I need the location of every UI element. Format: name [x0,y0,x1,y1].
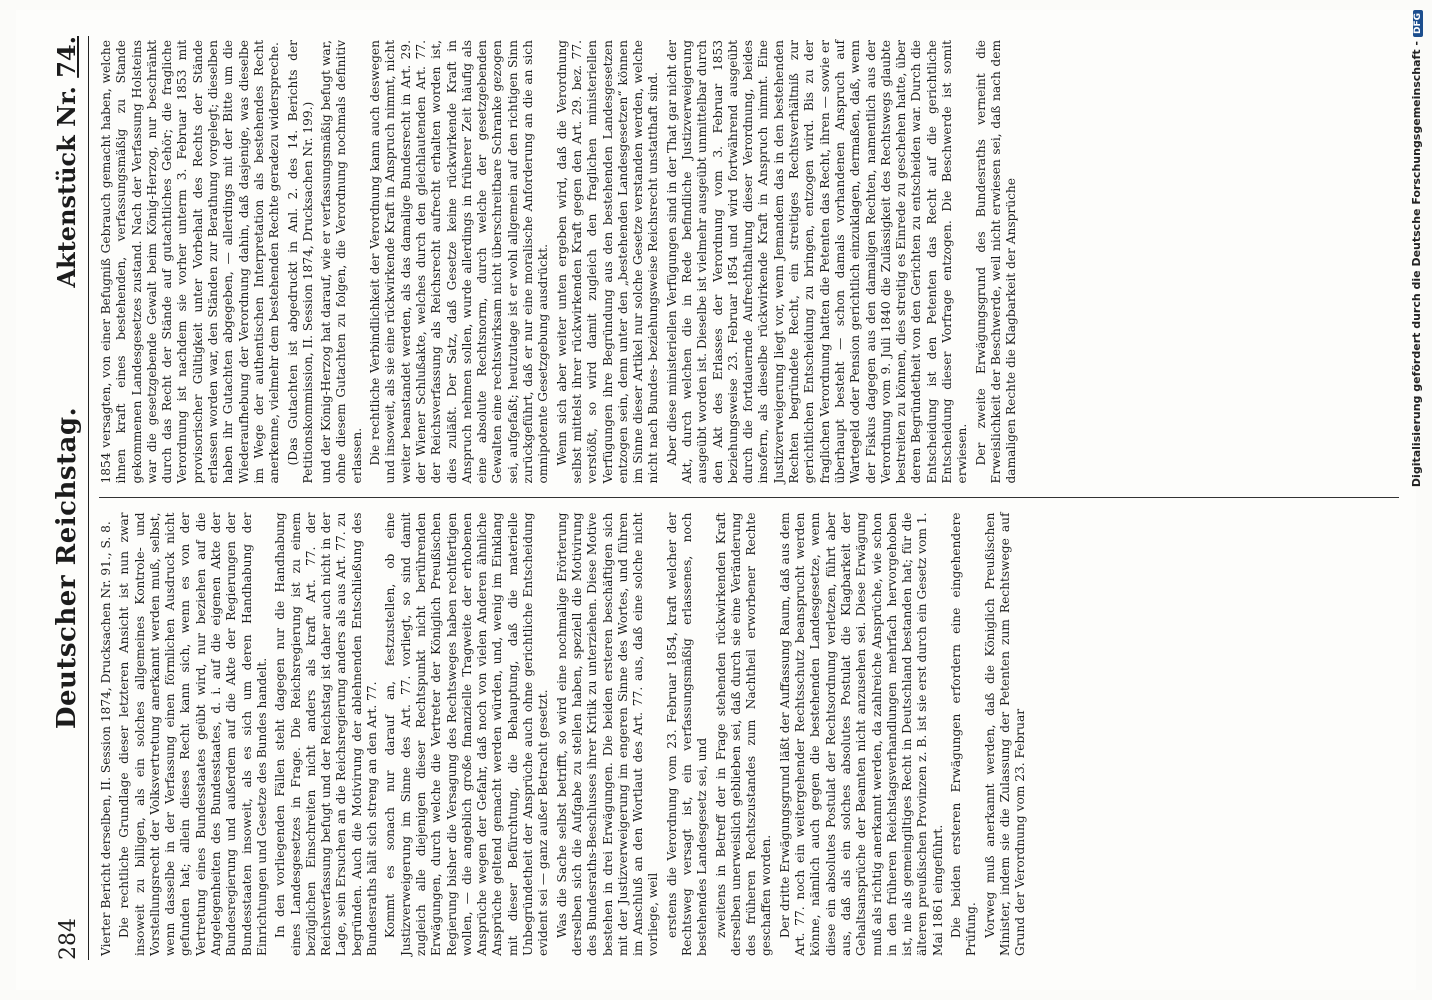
page-number: 284 [56,918,81,960]
digitization-credit-text [1410,10,1428,990]
paragraph: und der König-Herzog hat darauf, wie er verfassungsmäßig befugt war, ohne diesem Gutachten zu folgen, die Verordnung nochmals definitiv erlassen. [319,40,364,484]
dfg-logo-badge: DFG [1413,10,1423,37]
page-header [52,36,89,960]
document-number-value: 74. [52,36,81,78]
rotated-document-page [16,10,1416,990]
paragraph: Der dritte Erwägungsgrund läßt der Auffassung Raum, daß aus dem Art. 77. noch ein weitergehender Rechtsschutz beansprucht werden könne, nämlich auch gegen die bestehenden Landesgesetze, wenn diese ein absolutes Postulat der Rechtsordnung verletzen, führt aber aus, daß als ein solches absolutes Postulat die Klagbarkeit der Gehaltsansprüche der Beamten nicht anzusehen sei. Diese Erwägung muß als richtig anerkannt werden, da zahlreiche Ansprüche, wie schon in den früheren Reichstagsverhandlungen mehrfach hervorgehoben ist, nie als gemeingiltiges Recht in Deutschland bestanden hat; für die älteren preußischen Provinzen z. B. ist sie erst durch ein Gesetz vom 1. Mai 1861 eingeführt. [777,512,945,956]
right-column [99,36,1399,498]
paragraph: erstens die Verordnung vom 23. Februar 1854, kraft welcher der Rechtsweg versagt ist, ein verfassungsmäßig erlassenes, noch bestehendes Landesgesetz sei, und [664,512,710,956]
paragraph: Die rechtliche Verbindlichkeit der Verordnung kann auch deswegen und insoweit, als sie eine rückwirkende Kraft in Anspruch nimmt, nicht weiter beanstandet werden, als das damalige Bundesrecht in Art. 29. der Wiener Schlußakte, welches durch den gleichlautenden Art. 77. der Reichsverfassung als Reichsrecht aufrecht erhalten worden ist, dies zuläßt. Der Satz, daß Gesetze keine rückwirkende Kraft in Anspruch nehmen sollen, wurde allerdings in früherer Zeit häufig als eine absolute Rechtsnorm, durch welche der gesetzgebenden Gewalten eine rechtswirksam nicht überschreitbare Schranke gezogen sei, aufgefaßt; heutzutage ist er wohl allgemein auf den richtigen Sinn zurückgeführt, daß er nur eine moralische Anforderung an die an sich omnipotente Gesetzgebung ausdrückt. [368,40,551,484]
document-number [52,36,81,296]
paragraph: In den vorliegenden Fällen steht dagegen nur die Handhabung eines Landesgesetzes in Frage. Die Reichsregierung ist zu einem bezüglichen Einschreiten nicht anders als kraft Art. 77. der Reichsverfassung befugt und der Reichstag ist daher auch nicht in der Lage, sein Ersuchen an die Reichsregierung anders als aus Art. 77. zu begründen. Auch die Motivirung der ablehnenden Entschließung des Bundesraths hält sich streng an den Art. 77. [273,512,380,956]
left-column [99,498,1399,961]
document-number-label: Aktenstück Nr. [52,86,81,288]
paragraph: Aber diese ministeriellen Verfügungen sind in der That gar nicht der Akt, durch welchen die in Rede befindliche Justizverweigerung ausgeübt worden ist. Dieselbe ist vielmehr ausgeübt unmittelbar durch den Akt des Erlasses der Verordnung vom 3. Februar 1853 beziehungsweise 23. Februar 1854 und wird fortwährend ausgeübt durch die fortdauernde Aufrechthaltung dieser Verordnung, beides insofern, als dieselbe rückwirkende Kraft in Anspruch nimmt. Eine Justizverweigerung liegt vor, wenn Jemandem das in den bestehenden Rechten begründete Recht, ein streitiges Rechtsverhältniß zur gerichtlichen Entscheidung zu bringen, entzogen wird. Bis zu der fraglichen Verordnung hatten die Petenten das Recht, ihren — sowie er überhaupt besteht — schon damals vorhandenen Anspruch auf Wartegeld oder Pension gerichtlich einzuklagen, dermaßen, daß, wenn der Fiskus dagegen aus den damaligen Rechten, namentlich aus der Verordnung vom 9. Juli 1840 die Zulässigkeit des Rechtswegs glaubte bestreiten zu können, dies streitig es Einrede zu geschehen hatte, über deren Begründetheit von den Gerichten zu entscheiden war. Durch die Entscheidung ist den Petenten das Recht auf die gerichtliche Entscheidung dieser Vorfrage entzogen. Die Beschwerde ist somit erwiesen. [664,40,970,484]
paragraph: zweitens in Betreff der in Frage stehenden rückwirkenden Kraft derselben unerweislich geblieben sei, daß durch sie eine Veränderung des früheren Rechtszustandes zum Nachtheil erworbener Rechte geschaffen worden. [713,512,774,956]
paragraph: Vorweg muß anerkannt werden, daß die Königlich Preußischen Minister, indem sie die Zulassung der Petenten zum Rechtswege auf Grund der Verordnung vom 23. Februar [982,512,1028,956]
text-columns [99,36,1399,960]
paragraph: Die beiden ersteren Erwägungen erfordern eine eingehendere Prüfung. [949,512,979,956]
digitization-credit [1408,10,1430,990]
paragraph: Die rechtliche Grundlage dieser letzteren Ansicht ist nun zwar insoweit zu billigen, als ein solches allgemeines Kontrole- und Vorstellungsrecht der Volksvertretung anerkannt werden muß, selbst, wenn dasselbe in der Verfassung einen förmlichen Ausdruck nicht gefunden hat; allein dieses Recht kann sich, wenn es von der Vertretung eines Bundesstaates geübt wird, nur beziehen auf die Angelegenheiten des Bundesstaates, d. i. auf die eigenen Akte der Bundesregierung und außerdem auf die Akte der Regierungen der Bundesstaaten insoweit, als es sich um deren Handhabung der Einrichtungen und Gesetze des Bundes handelt. [117,512,269,956]
journal-title: Deutscher Reichstag. [52,406,82,730]
paragraph: Kommt es sonach nur darauf an, festzustellen, ob eine Justizverweigerung im Sinne des Art. 77. vorliegt, so sind damit zugleich alle diejenigen dieser Rechtspunkt nicht berührenden Erwägungen, durch welche die Vertreter der Königlich Preußischen Regierung bisher die Versagung des Rechtsweges haben rechtfertigen wollen, — die angeblich große finanzielle Tragweite der erhobenen Ansprüche wegen der Gefahr, daß noch von vielen Anderen ähnliche Ansprüche geltend gemacht werden würden, und, wenig im Einklang mit dieser Befürchtung, die Behauptung, daß die materielle Unbegründetheit der Ansprüche auch ohne gerichtliche Entscheidung evident sei — ganz außer Betracht gesetzt. [383,512,551,956]
paragraph: Vierter Bericht derselben, II. Session 1874, Drucksachen Nr. 91., S. 8. [99,521,113,956]
credit-text: Digitalisierung gefördert durch die Deutsche Forschungsgemeinschaft - [1410,41,1423,488]
paragraph: Was die Sache selbst betrifft, so wird eine nochmalige Erörterung derselben sich die Aufgabe zu stellen haben, speziell die Motivirung des Bundesraths-Beschlusses ihrer Kritik zu unterziehen. Diese Motive bestehen in drei Erwägungen. Die beiden ersteren beschäftigen sich mit der Justizverweigerung im engeren Sinne des Wortes, und führen im Anschluß an den Wortlaut des Art. 77. aus, daß eine solche nicht vorliege, weil [554,512,661,956]
paragraph: (Das Gutachten ist abgedruckt in Anl. 2. des 14. Berichts der Petitionskommission, II. Session 1874, Drucksachen Nr. 199.) [285,40,315,484]
paragraph: Wenn sich aber weiter unten ergeben wird, daß die Verordnung selbst mittelst ihrer rückwirkenden Kraft gegen den Art. 29. bez. 77. verstößt, so wird damit zugleich den fraglichen ministeriellen Verfügungen ihre Begründung aus den bestehenden Landesgesetzen entzogen sein, denn unter den „bestehenden Landesgesetzen“ können im Sinne dieser Artikel nur solche Gesetze verstanden werden, welche nicht nach Bundes- beziehungsweise Reichsrecht unstatthaft sind. [554,40,661,484]
paragraph: Der zweite Erwägungsgrund des Bundesraths verneint die Erweislichkeit der Beschwerde, weil nicht erwiesen sei, daß nach dem damaligen Rechte die Klagbarkeit der Ansprüche [973,40,1019,484]
paragraph: 1854 versagten, von einer Befugniß Gebrauch gemacht haben, welche ihnen kraft eines bestehenden, verfassungsmäßig zu Stande gekommenen Landesgesetzes zustand. Nach der Verfassung Holsteins war die gesetzgebende Gewalt beim König-Herzog, nur beschränkt durch das Recht der Stände auf gutachtliches Gehör; die fragliche Verordnung ist nachdem sie vorher unterm 3. Februar 1853 mit provisorischer Gültigkeit unter Vorbehalt des Rechts der Stände erlassen worden war, den Ständen zur Berathung vorgelegt; dieselben haben ihr Gutachten abgegeben, — allerdings mit der Bitte um die Wiederaufhebung der Verordnung dahin, daß dasjenige, was dieselbe im Wege der authentischen Interpretation als bestehendes Recht anerkenne, vielmehr dem bestehenden Rechte geradezu widerspreche. [99,40,282,484]
